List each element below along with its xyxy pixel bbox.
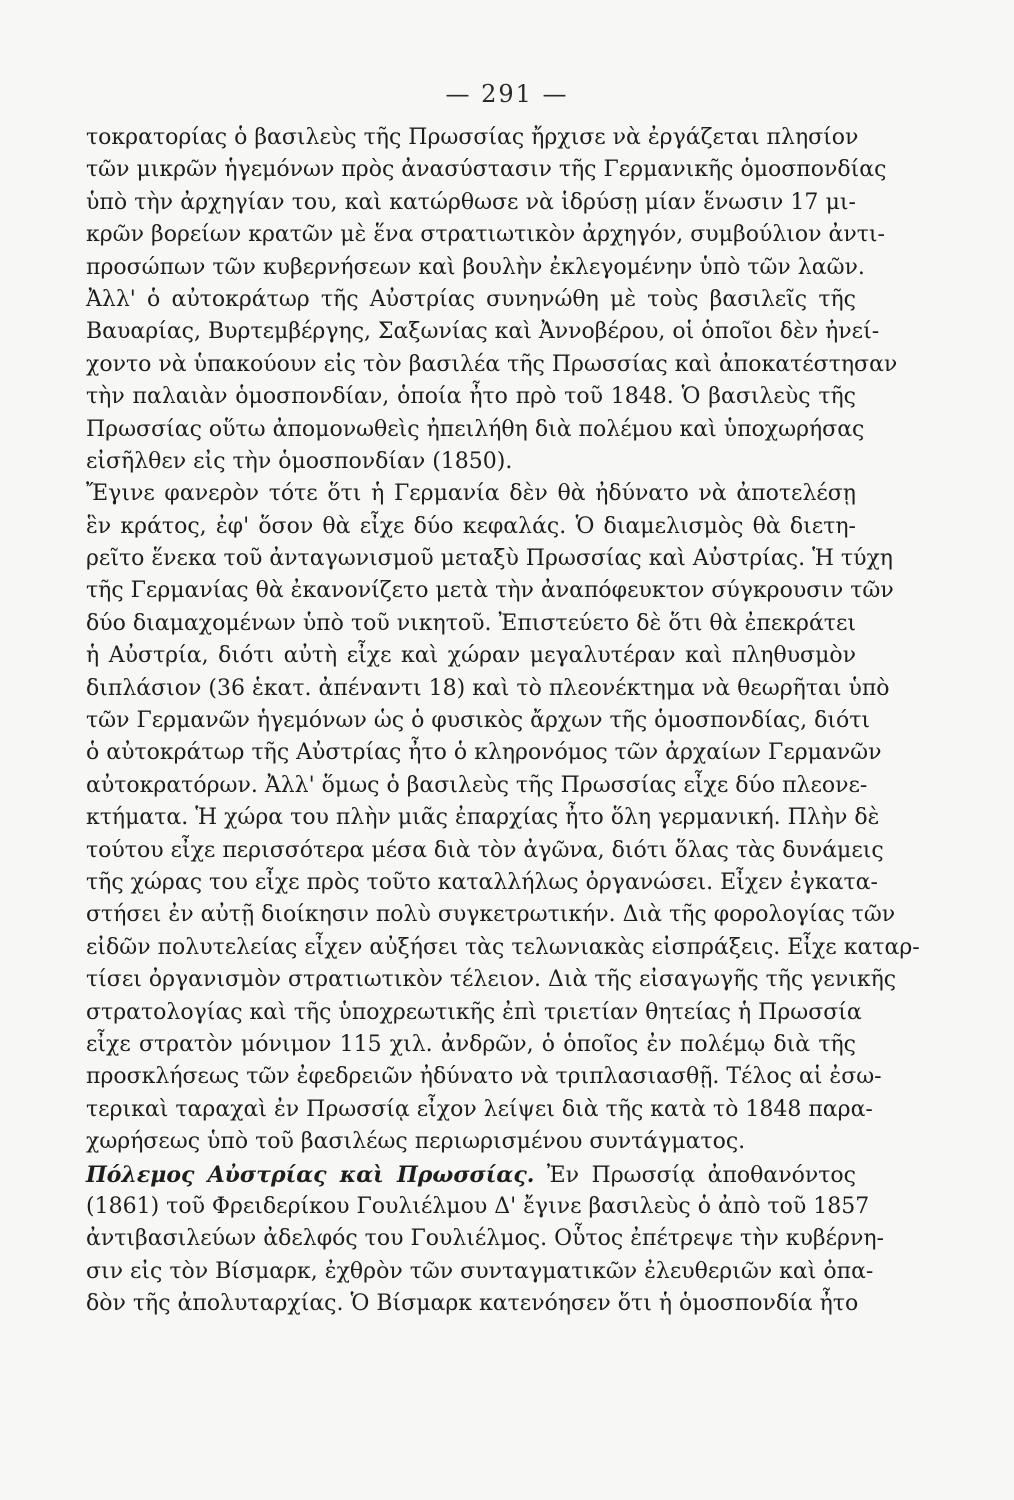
text-line: Βαυαρίας, Βυρτεμβέργης, Σαξωνίας καὶ Ἀννοβέρου, οἱ ὁποῖοι δὲν ἠνεί- (86, 319, 880, 345)
text-line: αὐτοκρατόρων. Ἀλλ' ὅμως ὁ βασιλεὺς τῆς Πρωσσίας εἶχε δύο πλεονε- (86, 772, 868, 798)
text-line: (1861) τοῦ Φρειδερίκου Γουλιέλμου Δ' ἔγινε βασιλεὺς ὁ ἀπὸ τοῦ 1857 (86, 1193, 870, 1219)
text-line: κτήματα. Ἡ χώρα του πλὴν μιᾶς ἐπαρχίας ἦτο ὅλη γερμανική. Πλὴν δὲ (86, 805, 880, 831)
body-text (86, 122, 920, 1320)
text-line: σιν εἰς τὸν Βίσμαρκ, ἐχθρὸν τῶν συνταγματικῶν ἐλευθεριῶν καὶ ὀπα- (86, 1258, 874, 1284)
section-heading: Πόλεμος Αὐστρίας καὶ Πρωσσίας. (86, 1161, 535, 1188)
text-line: στρατολογίας καὶ τῆς ὑποχρεωτικῆς ἐπὶ τριετίαν θητείας ἡ Πρωσσία (86, 999, 862, 1025)
text-line: ρεῖτο ἕνεκα τοῦ ἀνταγωνισμοῦ μεταξὺ Πρωσσίας καὶ Αὐστρίας. Ἡ τύχη (86, 546, 893, 572)
text-line: κρῶν βορείων κρατῶν μὲ ἕνα στρατιωτικὸν ἀρχηγόν, συμβούλιον ἀντι- (86, 222, 885, 248)
text-line: χωρήσεως ὑπὸ τοῦ βασιλέως περιωρισμένου συντάγματος. (86, 1129, 746, 1155)
text-line: τῆς χώρας του εἶχε πρὸς τοῦτο καταλλήλως ὀργανώσει. Εἶχεν ἐγκατα- (86, 869, 878, 895)
text-line: τῆς Γερμανίας θὰ ἐκανονίζετο μετὰ τὴν ἀναπόφευκτον σύγκρουσιν τῶν (86, 578, 894, 604)
paragraph (86, 122, 887, 284)
text-line: ἓν κράτος, ἐφ' ὅσον θὰ εἶχε δύο κεφαλάς. Ὁ διαμελισμὸς θὰ διετη- (86, 513, 856, 539)
section-first-line-text: Ἐν Πρωσσίᾳ ἀποθανόντος (534, 1162, 856, 1188)
text-line: προσκλήσεως τῶν ἐφεδρειῶν ἠδύνατο νὰ τριπλασιασθῇ. Τέλος αἱ ἐσω- (86, 1064, 882, 1090)
text-line: Ἔγινε φανερὸν τότε ὅτι ἡ Γερμανία δὲν θὰ ἠδύνατο νὰ ἀποτελέσῃ (86, 481, 856, 507)
text-line: ἀντιβασιλεύων ἀδελφός του Γουλιέλμος. Οὗτος ἐπέτρεψε τὴν κυβέρνη- (86, 1226, 884, 1252)
text-line: τὴν παλαιὰν ὁμοσπονδίαν, ὁποία ἦτο πρὸ τοῦ 1848. Ὁ βασιλεὺς τῆς (86, 384, 856, 410)
text-line: τερικαὶ ταραχαὶ ἐν Πρωσσίᾳ εἶχον λείψει διὰ τῆς κατὰ τὸ 1848 παρα- (86, 1096, 873, 1122)
text-line: τῶν μικρῶν ἡγεμόνων πρὸς ἀνασύστασιν τῆς Γερμανικῆς ὁμοσπονδίας (86, 157, 887, 183)
text-line: εἰσῆλθεν εἰς τὴν ὁμοσπονδίαν (1850). (86, 448, 513, 474)
text-line: χοντο νὰ ὑπακούουν εἰς τὸν βασιλέα τῆς Πρωσσίας καὶ ἀποκατέστησαν (86, 351, 898, 377)
text-line: ἡ Αὐστρία, διότι αὐτὴ εἶχε καὶ χώραν μεγαλυτέραν καὶ πληθυσμὸν (86, 643, 856, 669)
text-line: ὑπὸ τὴν ἀρχηγίαν του, καὶ κατώρθωσε νὰ ἱδρύσῃ μίαν ἕνωσιν 17 μι- (86, 189, 856, 215)
section-first-line (86, 1159, 856, 1191)
text-line: εἰδῶν πολυτελείας εἶχεν αὐξήσει τὰς τελωνιακὰς εἰσπράξεις. Εἶχε καταρ- (86, 934, 920, 960)
text-line: δὸν τῆς ἀπολυταρχίας. Ὁ Βίσμαρκ κατενόησεν ὅτι ἡ ὁμοσπονδία ἦτο (86, 1291, 859, 1317)
text-line: ὁ αὐτοκράτωρ τῆς Αὐστρίας ἦτο ὁ κληρονόμος τῶν ἀρχαίων Γερμανῶν (86, 740, 882, 766)
text-line: στήσει ἐν αὐτῇ διοίκησιν πολὺ συγκετρωτικήν. Διὰ τῆς φορολογίας τῶν (86, 902, 896, 928)
text-line: Ἀλλ' ὁ αὐτοκράτωρ τῆς Αὐστρίας συνηνώθη μὲ τοὺς βασιλεῖς τῆς (86, 286, 856, 312)
text-line: δύο διαμαχομένων ὑπὸ τοῦ νικητοῦ. Ἐπιστεύετο δὲ ὅτι θὰ ἐπεκράτει (86, 610, 856, 636)
text-line: τῶν Γερμανῶν ἡγεμόνων ὡς ὁ φυσικὸς ἄρχων τῆς ὁμοσπονδίας, διότι (86, 708, 871, 734)
text-line: τούτου εἶχε περισσότερα μέσα διὰ τὸν ἀγῶνα, διότι ὅλας τὰς δυνάμεις (86, 837, 884, 863)
text-line: τοκρατορίας ὁ βασιλεὺς τῆς Πρωσσίας ἤρχισε νὰ ἐργάζεται πλησίον (86, 125, 859, 150)
text-line: Πρωσσίας οὕτω ἀπομονωθεὶς ἠπειλήθη διὰ πολέμου καὶ ὑποχωρήσας (86, 416, 865, 442)
paragraph (86, 284, 898, 478)
paragraph (86, 478, 920, 1158)
text-line: εἶχε στρατὸν μόνιμον 115 χιλ. ἀνδρῶν, ὁ ὁποῖος ἐν πολέμῳ διὰ τῆς (86, 1031, 856, 1057)
section (86, 1159, 884, 1321)
text-line: προσώπων τῶν κυβερνήσεων καὶ βουλὴν ἐκλεγομένην ὑπὸ τῶν λαῶν. (86, 254, 865, 280)
page-number: — 291 — (445, 80, 569, 108)
text-line: διπλάσιον (36 ἑκατ. ἀπέναντι 18) καὶ τὸ πλεονέκτημα νὰ θεωρῆται ὑπὸ (86, 675, 890, 701)
text-line: τίσει ὀργανισμὸν στρατιωτικὸν τέλειον. Διὰ τῆς εἰσαγωγῆς τῆς γενικῆς (86, 967, 897, 993)
